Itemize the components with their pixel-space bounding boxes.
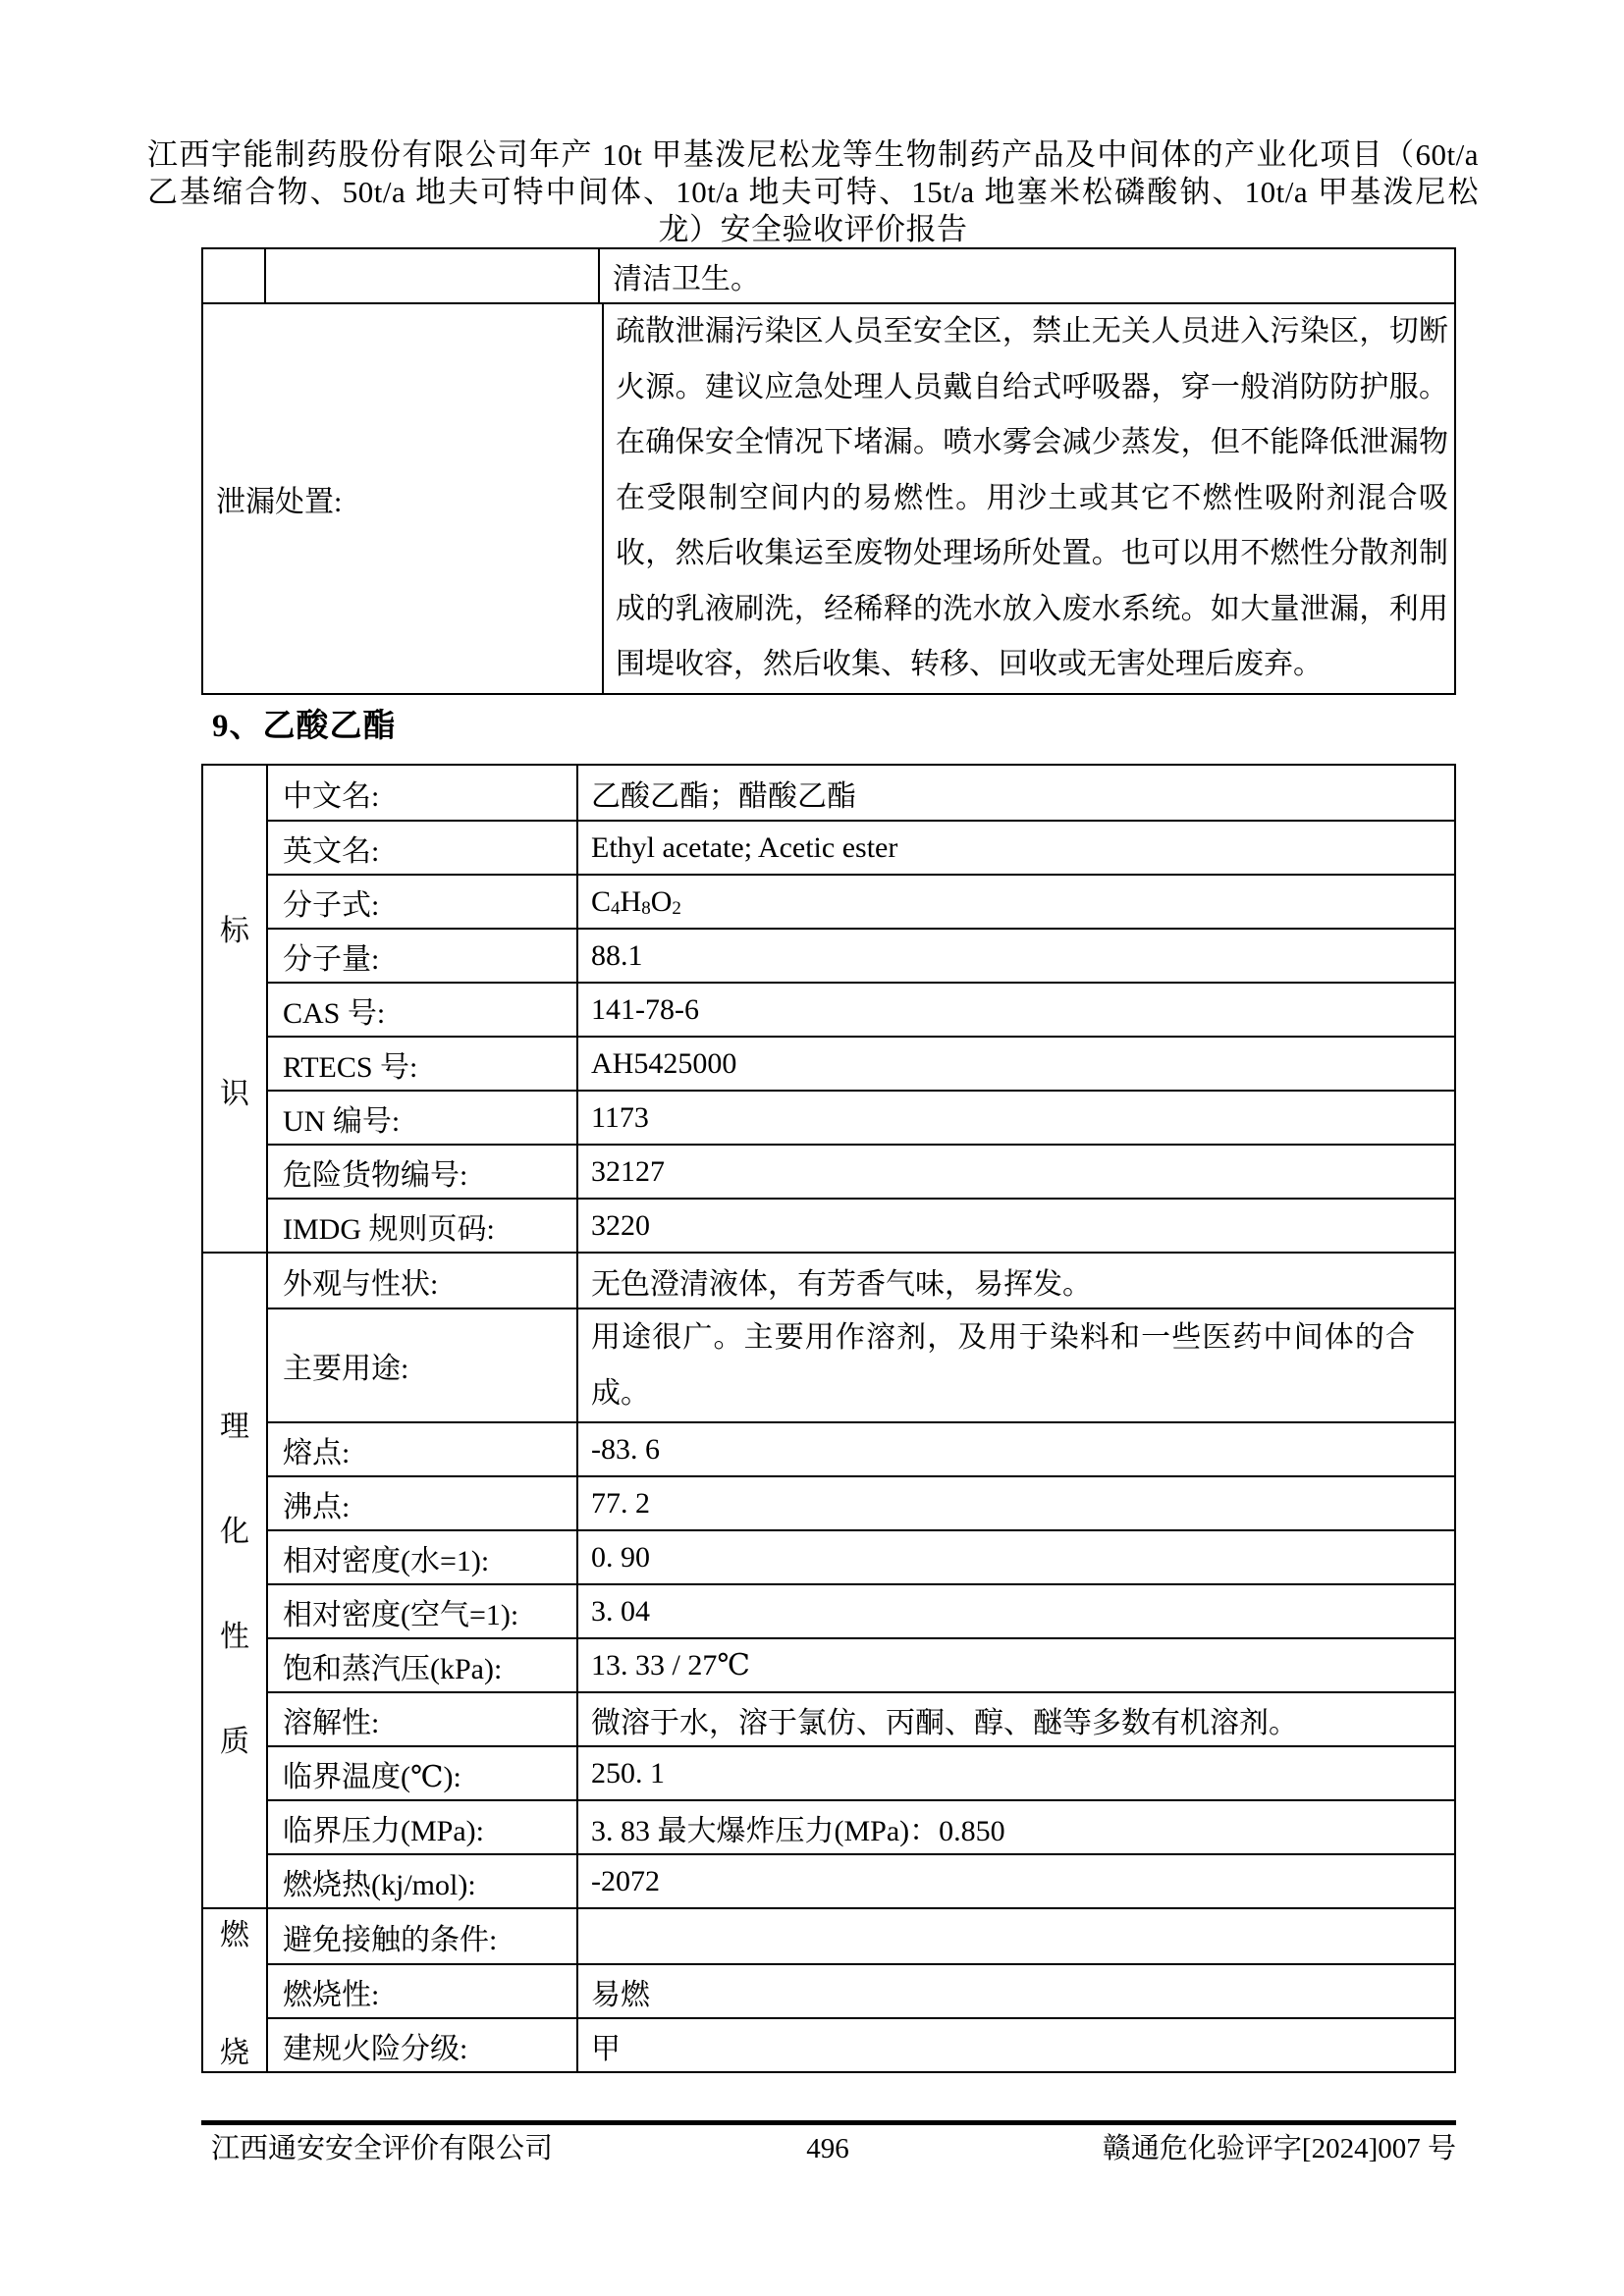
footer-rule	[201, 2120, 1456, 2125]
row-label: 燃烧热(kj/mol):	[268, 1855, 578, 1907]
row-value: 0. 90	[591, 1540, 650, 1574]
row-label: 分子量:	[268, 930, 578, 982]
table-row	[268, 1144, 1454, 1198]
side-char: 标	[220, 914, 249, 947]
table-row	[268, 1909, 1454, 1963]
row-value: 3220	[591, 1208, 650, 1242]
row-label: IMDG 规则页码:	[268, 1200, 578, 1252]
table-row	[268, 766, 1454, 820]
table-row	[268, 1799, 1454, 1853]
row-label: 临界压力(MPa):	[268, 1801, 578, 1853]
formula-part: H	[620, 884, 642, 918]
row-label: 饱和蒸汽压(kPa):	[268, 1639, 578, 1691]
footer-company: 江西通安安全评价有限公司	[211, 2133, 554, 2164]
leak-disposal-table	[201, 247, 1456, 695]
section-phys-chem	[203, 1252, 1454, 1907]
table-row	[268, 1254, 1454, 1308]
row-value: Ethyl acetate; Acetic ester	[591, 830, 898, 864]
side-char: 性	[220, 1620, 249, 1653]
table-row	[268, 1036, 1454, 1090]
table-row	[268, 982, 1454, 1036]
row-value: 250. 1	[591, 1756, 665, 1789]
table-row	[203, 249, 1454, 302]
row-label: 避免接触的条件:	[268, 1909, 578, 1963]
leak-text-cell	[604, 304, 1454, 693]
side-char: 识	[220, 1077, 249, 1110]
section-heading: 9、乙酸乙酯	[212, 709, 397, 744]
table-row	[268, 1421, 1454, 1475]
row-value: 甲	[591, 2032, 621, 2065]
side-char: 烧	[220, 2036, 249, 2069]
table-row	[268, 1745, 1454, 1799]
title-line-3: 龙）安全验收评价报告	[658, 212, 968, 246]
footer	[201, 2130, 1456, 2167]
title-line-1: 江西宇能制药股份有限公司年产 10t 甲基泼尼松龙等生物制药产品及中间体的产业化项目（60t/a	[147, 137, 1479, 172]
table-row	[268, 1529, 1454, 1583]
row-label: 临界温度(℃):	[268, 1747, 578, 1799]
formula-part: C	[591, 884, 612, 918]
row-label: RTECS 号:	[268, 1038, 578, 1090]
row-value: -2072	[591, 1864, 660, 1897]
row-value: 乙酸乙酯；醋酸乙酯	[591, 779, 856, 813]
row-value: 无色澄清液体，有芳香气味，易挥发。	[591, 1267, 1092, 1301]
row-label: 分子式:	[268, 876, 578, 928]
side-char: 质	[220, 1725, 249, 1758]
side-char: 化	[220, 1515, 249, 1548]
row-label: 中文名:	[268, 766, 578, 820]
footer-doc-number: 赣通危化验评字[2024]007 号	[1102, 2133, 1456, 2164]
row-value: 1173	[591, 1100, 649, 1134]
chemical-table	[201, 764, 1456, 2073]
row-label: 燃烧性:	[268, 1965, 578, 2017]
side-char: 理	[220, 1410, 249, 1443]
table-row	[268, 1475, 1454, 1529]
row-label: 英文名:	[268, 822, 578, 874]
footer-page-number: 496	[806, 2133, 849, 2164]
row-label: 外观与性状:	[268, 1254, 578, 1308]
side-char: 燃	[220, 1918, 249, 1951]
table-row	[268, 874, 1454, 928]
table-row	[268, 1691, 1454, 1745]
row-label: 建规火险分级:	[268, 2019, 578, 2071]
row-value	[578, 1909, 1454, 1963]
formula-part: O	[650, 884, 673, 918]
section-identification	[203, 766, 1454, 1252]
row-value-text: 用途很广。主要用作溶剂，及用于染料和一些医药中间体的合成。	[591, 1321, 1415, 1410]
row-value: AH5425000	[591, 1046, 737, 1080]
side-label-phys-chem	[203, 1254, 268, 1907]
table-row	[268, 1308, 1454, 1421]
row-value: 141-78-6	[591, 992, 699, 1026]
row-label: 危险货物编号:	[268, 1146, 578, 1198]
empty-cell	[203, 249, 266, 302]
table-row	[268, 1090, 1454, 1144]
row-label: 溶解性:	[268, 1693, 578, 1745]
table-row	[268, 820, 1454, 874]
row-label: UN 编号:	[268, 1092, 578, 1144]
row-label: 相对密度(水=1):	[268, 1531, 578, 1583]
section-combustion	[203, 1907, 1454, 2071]
row-value	[578, 1309, 1454, 1421]
row-label: 熔点:	[268, 1423, 578, 1475]
table-row	[268, 1637, 1454, 1691]
section-rows	[268, 1909, 1454, 2071]
table-row	[268, 2017, 1454, 2071]
section-rows	[268, 1254, 1454, 1907]
table-row	[268, 928, 1454, 982]
row-label: 主要用途:	[268, 1309, 578, 1421]
side-label-combustion	[203, 1909, 268, 2071]
row-value: 13. 33 / 27℃	[591, 1649, 750, 1682]
row-value: 微溶于水，溶于氯仿、丙酮、醇、醚等多数有机溶剂。	[591, 1706, 1298, 1739]
title-line-2: 乙基缩合物、50t/a 地夫可特中间体、10t/a 地夫可特、15t/a 地塞米松磷酸钠、10t/a 甲基泼尼松	[147, 175, 1479, 209]
row-label: 相对密度(空气=1):	[268, 1585, 578, 1637]
leak-text: 疏散泄漏污染区人员至安全区，禁止无关人员进入污染区，切断火源。建议应急处理人员戴自给式呼吸器，穿一般消防防护服。在确保安全情况下堵漏。喷水雾会减少蒸发，但不能降低泄漏物在受限制空间内的易燃性。用沙土或其它不燃性吸附剂混合吸收，然后收集运至废物处理场所处置。也可以用不燃性分散剂制成的乳液刷洗，经稀释的洗水放入废水系统。如大量泄漏，利用围堤收容，然后收集、转移、回收或无害处理后废弃。	[616, 315, 1448, 681]
table-row	[268, 1853, 1454, 1907]
empty-cell	[266, 249, 600, 302]
row-value: 3. 83 最大爆炸压力(MPa)：0.850	[591, 1814, 1005, 1847]
row-value: -83. 6	[591, 1432, 660, 1466]
section-rows	[268, 766, 1454, 1252]
side-label-identification	[203, 766, 268, 1252]
leak-label-cell: 泄漏处置:	[203, 304, 604, 693]
doc-header	[147, 136, 1479, 248]
row-value: 32127	[591, 1154, 665, 1188]
table-row	[203, 302, 1454, 693]
row-value-formula: C $_4$ H $_8$ O $_2$	[591, 884, 681, 919]
table-row	[268, 1583, 1454, 1637]
table-row	[268, 1198, 1454, 1252]
row-value: 易燃	[591, 1978, 650, 2011]
row-value: 77. 2	[591, 1486, 650, 1520]
row-label: 沸点:	[268, 1477, 578, 1529]
row-value: 3. 04	[591, 1594, 650, 1628]
carryover-text-cell: 清洁卫生。	[613, 263, 760, 295]
row-label: CAS 号:	[268, 984, 578, 1036]
row-value: 88.1	[591, 938, 643, 972]
table-row	[268, 1963, 1454, 2017]
